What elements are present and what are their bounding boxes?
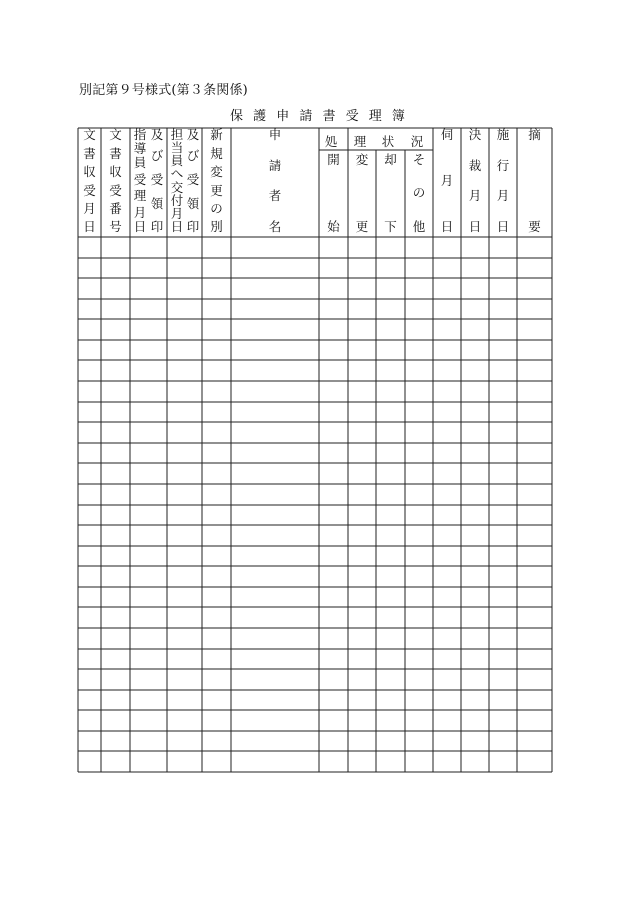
header-char: 日 bbox=[468, 219, 482, 234]
header-char: 行 bbox=[496, 158, 510, 173]
header-char: へ bbox=[170, 166, 184, 181]
header-char: 受 bbox=[186, 172, 200, 187]
header-char: 受 bbox=[150, 172, 164, 187]
header-char: 更 bbox=[210, 183, 223, 198]
header-char: 及 bbox=[150, 127, 164, 142]
header-char: 員 bbox=[133, 155, 147, 170]
header-char: 書 bbox=[109, 146, 122, 161]
header-char: 月 bbox=[83, 201, 96, 216]
header-char: 領 bbox=[186, 196, 200, 211]
header-char: 変 bbox=[355, 152, 369, 167]
header-char: 印 bbox=[186, 219, 200, 234]
header-char: 付 bbox=[170, 193, 184, 208]
form-title-text: 保 護 申 請 書 受 理 簿 bbox=[230, 109, 408, 124]
header-char: 月 bbox=[133, 205, 147, 220]
header-char: 却 bbox=[384, 152, 397, 167]
header-char: 新 bbox=[210, 127, 223, 142]
header-char: 開 bbox=[327, 152, 340, 167]
header-char: 導 bbox=[133, 141, 147, 156]
header-char: 理 bbox=[353, 134, 367, 149]
header-char: 収 bbox=[109, 164, 122, 179]
header-char: 日 bbox=[496, 219, 510, 234]
header-char: 員 bbox=[170, 153, 184, 168]
header-char: の bbox=[210, 201, 223, 216]
header-char: び bbox=[150, 148, 164, 163]
header-char: 伺 bbox=[440, 127, 454, 142]
header-char: び bbox=[186, 148, 200, 163]
header-char: 領 bbox=[150, 196, 164, 211]
header-char: 別 bbox=[210, 219, 223, 234]
header-char: 受 bbox=[83, 183, 96, 198]
header-char: 処 bbox=[324, 134, 338, 149]
header-char: 文 bbox=[109, 127, 122, 142]
header-char: 理 bbox=[133, 188, 147, 203]
header-char: 日 bbox=[170, 219, 184, 234]
header-char: 受 bbox=[109, 183, 122, 198]
header-char: 月 bbox=[440, 173, 454, 188]
header-char: 当 bbox=[170, 140, 184, 155]
header-char: 号 bbox=[109, 219, 122, 234]
header-char: 規 bbox=[210, 146, 223, 161]
header-char: 要 bbox=[528, 219, 541, 234]
header-char: 摘 bbox=[528, 127, 541, 142]
header-char: 状 bbox=[381, 134, 395, 149]
header-char: 請 bbox=[268, 158, 282, 173]
header-char: 文 bbox=[83, 127, 96, 142]
header-char: 番 bbox=[109, 201, 122, 216]
header-char: そ bbox=[412, 152, 426, 167]
header-char: 日 bbox=[133, 219, 147, 234]
header-char: 下 bbox=[384, 219, 397, 234]
header-char: 更 bbox=[355, 219, 369, 234]
header-char: 他 bbox=[412, 219, 426, 234]
header-char: 及 bbox=[186, 127, 200, 142]
header-char: 受 bbox=[133, 172, 147, 187]
header-char: 月 bbox=[496, 188, 510, 203]
header-char: 交 bbox=[170, 180, 184, 195]
header-char: 変 bbox=[210, 164, 223, 179]
form-reference: 別記第９号様式(第３条関係) bbox=[79, 83, 248, 98]
header-char: 名 bbox=[268, 219, 282, 234]
header-char: 指 bbox=[133, 127, 147, 142]
header-char: 況 bbox=[410, 134, 424, 149]
header-char: 日 bbox=[83, 219, 96, 234]
header-char: 決 bbox=[468, 127, 482, 142]
header-char: 印 bbox=[150, 219, 164, 234]
header-char: 日 bbox=[440, 219, 454, 234]
header-char: の bbox=[412, 185, 426, 200]
header-char: 申 bbox=[268, 127, 282, 142]
header-char: 収 bbox=[83, 164, 96, 179]
header-char: 書 bbox=[83, 146, 96, 161]
header-char: 始 bbox=[327, 219, 340, 234]
header-char: 者 bbox=[268, 188, 282, 203]
header-char: 月 bbox=[468, 188, 482, 203]
header-char: 月 bbox=[170, 206, 184, 221]
header-char: 裁 bbox=[468, 158, 482, 173]
header-char: 施 bbox=[496, 127, 510, 142]
header-char: 担 bbox=[170, 127, 184, 142]
